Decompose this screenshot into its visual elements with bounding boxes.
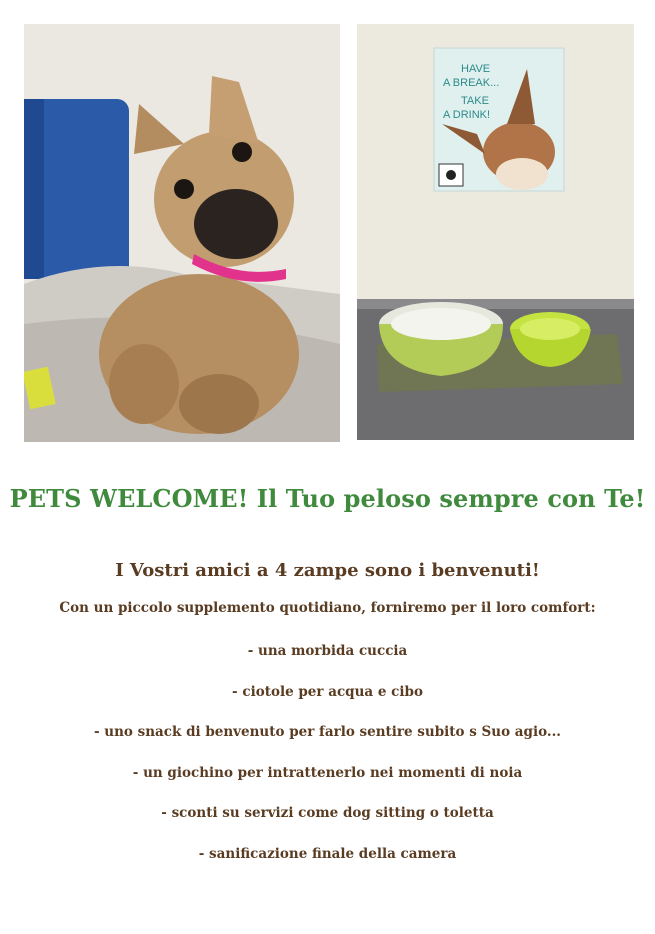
amenity-item: - uno snack di benvenuto per farlo sentire subito s Suo agio... [94, 724, 561, 741]
subheading: I Vostri amici a 4 zampe sono i benvenuti! [115, 560, 540, 581]
poster-line-4: A DRINK! [443, 109, 491, 121]
amenity-item: - una morbida cuccia [247, 643, 408, 659]
page-title: PETS WELCOME! Il Tuo peloso sempre con Te! [9, 484, 646, 513]
poster-line-2: A BREAK... [443, 77, 500, 89]
amenity-item: - sconti su servizi come dog sitting o toletta [161, 805, 494, 822]
poster-line-3: TAKE [461, 95, 489, 107]
amenity-item: - un giochino per intrattenerlo nei momenti di noia [132, 764, 523, 781]
bowls-photo [357, 24, 634, 440]
amenities-list [0, 641, 655, 885]
amenity-item: - sanificazione finale della camera [198, 845, 457, 862]
puppy-photo [24, 24, 340, 442]
poster-line-1: HAVE [461, 63, 491, 75]
paw-icon [446, 170, 456, 180]
bowls-illustration [357, 24, 634, 440]
intro-text: Con un piccolo supplemento quotidiano, forniremo per il loro comfort: [59, 600, 596, 616]
amenity-item: - ciotole per acqua e cibo [232, 683, 423, 700]
puppy-illustration [24, 24, 340, 442]
